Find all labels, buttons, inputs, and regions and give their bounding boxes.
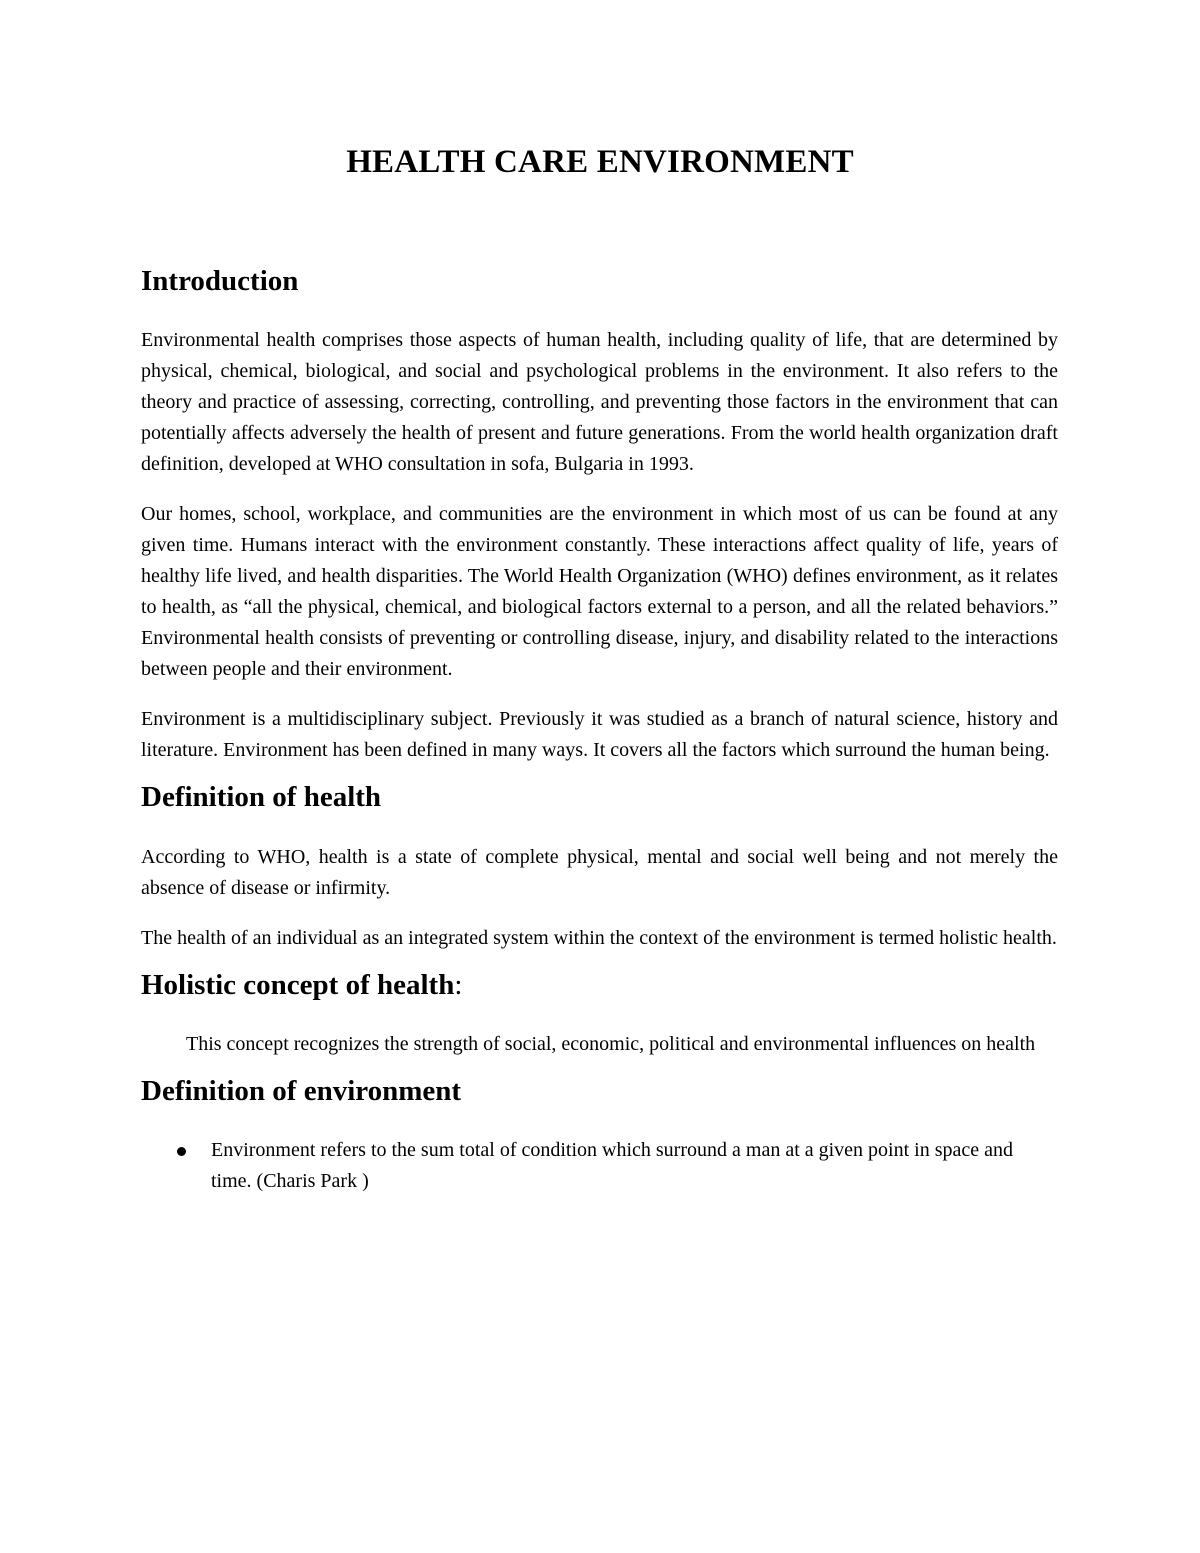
section-heading-introduction: Introduction xyxy=(141,265,299,297)
health-paragraph-2: The health of an individual as an integrated system within the context of the environment is termed holistic health. xyxy=(141,927,1057,949)
intro-paragraph-2: Our homes, school, workplace, and communities are the environment in which most of us can be found at any given time. Humans interact with the environment constantly. These interactions affect quality of life, years of healthy life lived, and health disparities. The World Health Organization (WHO) defines environment, as it relates to health, as “all the physical, chemical, and biological factors external to a person, and all the related behaviors.” Environmental health consists of preventing or controlling disease, injury, and disability related to the interactions between people and their environment. xyxy=(141,503,1058,680)
section-holistic-concept xyxy=(141,965,1058,1060)
list-item xyxy=(141,1135,1058,1197)
section-definition-of-health xyxy=(141,777,1058,954)
section-heading-holistic-concept xyxy=(141,965,1058,1005)
holistic-heading-colon: : xyxy=(454,969,463,1001)
environment-definition-list xyxy=(141,1135,1058,1197)
section-definition-of-environment xyxy=(141,1071,1058,1197)
section-heading-definition-of-health: Definition of health xyxy=(141,781,382,813)
holistic-heading-text: Holistic concept of health xyxy=(141,969,455,1001)
intro-paragraph-3: Environment is a multidisciplinary subject. Previously it was studied as a branch of natural science, history and literature. Environment has been defined in many ways. It covers all the factors which surround the human being. xyxy=(141,708,1058,761)
document-title: HEALTH CARE ENVIRONMENT xyxy=(346,144,854,180)
intro-paragraph-1: Environmental health comprises those aspects of human health, including quality of life, that are determined by physical, chemical, biological, and social and psychological problems in the environment. It also refers to the theory and practice of assessing, correcting, controlling, and preventing those factors in the environment that can potentially affects adversely the health of present and future generations. From the world health organization draft definition, developed at WHO consultation in sofa, Bulgaria in 1993. xyxy=(141,329,1058,475)
bullet-icon xyxy=(177,1147,186,1156)
health-paragraph-1: According to WHO, health is a state of complete physical, mental and social well being and not merely the absence of disease or infirmity. xyxy=(141,846,1058,899)
document-body xyxy=(141,261,1058,1197)
section-introduction xyxy=(141,261,1058,766)
holistic-paragraph-1: This concept recognizes the strength of social, economic, political and environmental influences on health xyxy=(186,1033,1036,1055)
section-heading-definition-of-environment: Definition of environment xyxy=(141,1075,462,1107)
list-item-text: Environment refers to the sum total of condition which surround a man at a given point in space and time. (Charis Park ) xyxy=(211,1139,1014,1192)
